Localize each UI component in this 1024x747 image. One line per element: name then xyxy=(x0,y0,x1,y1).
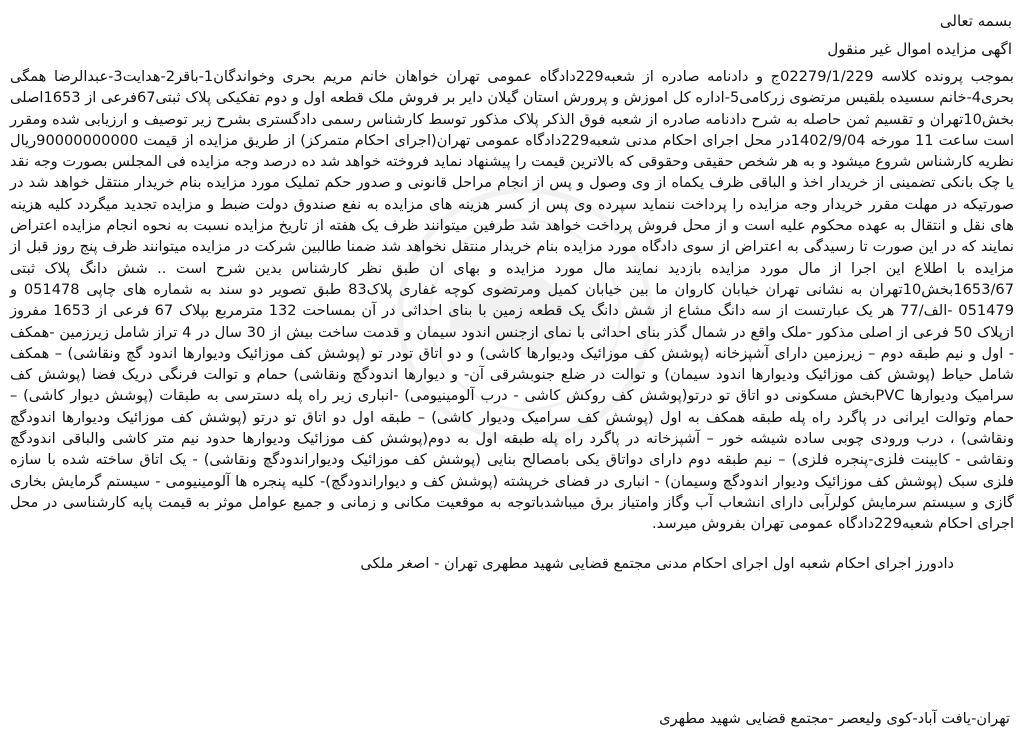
auction-notice xyxy=(10,8,1014,575)
notice-title: اگهی مزایده اموال غیر منقول xyxy=(827,40,1012,58)
notice-body: بموجب پرونده کلاسه 02279/1/229ج و دادنامه صادره از شعبه229دادگاه عمومی تهران خواهان خانم مریم بحری وخواندگان1-باقر2-هدایت3-عبدالرضا همگی بحری4-خانم سسیده بلقیس مرتضوی زرکامی5-اداره کل اموزش و پرورش استان گیلان دایر بر فروش ملک قطعه اول و دوم تفکیکی پلاک ثبتی67فرعی از 1653اصلی بخش10تهران و تقسیم ثمن حاصله به شرح دادنامه صادره از شعبه فوق الذکر پلاک مذکور توسط کارشناس رسمی دادگستری بشرح زیر توصیف و ارزیابی شده ومقرر است ساعت 11 مورخه 1402/9/04در محل اجرای احکام مدنی شعبه229دادگاه عمومی تهران(اجرای احکام متمرکز) از طریق مزایده از قیمت 90000000000ریال نظریه کارشناس شروع میشود و به هر شخص حقیقی وحقوقی که بالاترین قیمت را پیشنهاد نماید فروخته خواهد شد ده درصد وجه مزایده فی المجلس بصورت وجه نقد یا چک بانکی تضمینی از خریدار اخذ و الباقی ظرف یکماه از وی وصول و پس از انجام مراحل قانونی و صدور حکم تملیک مورد مزایده بنام خریدار منتقل خواهد شد در صورتیکه در مهلت مقرر خریدار وجه مزایده را پرداخت ننماید سپرده وی پس از کسر هزینه های مزایده به نفع صندوق دولت ضبط و مزایده تجدید میگردد کلیه هزینه های نقل و انتقال به عهده محکوم علیه است و از محل فروش پرداخت خواهد شد طرفین میتوانند ظرف یک هفته از تاریخ مزایده نسبت به نحوه انجام مزایده اعتراض نمایند که در این صورت تا رسیدگی به اعتراض از سوی دادگاه مورد مزایده بنام خریدار منتقل نخواهد شد ضمنا طالبین شرکت در مزایده میتوانند ظرف پنج روز قبل از مزایده با اطلاع این اجرا از مال مورد مزایده بازدید نمایند مال مورد مزایده و بهای ان طبق نظر کارشناس بدین شرح است .. شش دانگ پلاک ثبتی 1653/67بخش10تهران به نشانی تهران خیابان کاروان ما بین خیابان کمیل ومرتضوی کوچه غفاری پلاک83 طبق تصویر دو سند به شماره های چاپی 051478 و 051479 -الف/77 هر یک عبارتست از سه دانگ مشاع از شش دانگ یک قطعه زمین با بنای احداثی در آن بمساحت 132 مترمربع بپلاک 67 فرعی از 1653 مفروز ازپلاک 50 فرعی از اصلی مذکور -ملک واقع در شمال گذر بنای احداثی با نمای ازجنس اندود سیمان و قدمت ساخت بیش از 30 سال در 4 تراز شامل زیرزمین -همکف - اول و نیم طبقه دوم – زیرزمین دارای آشپزخانه (پوشش کف موزائیک ودیوارها کاشی) و دو اتاق تودر تو (پوشش کف موزائیک ودیوارها اندود گچ ونقاشی) – همکف شامل حیاط (پوشش کف موزائیک ودیوارها اندود سیمان) و توالت در ضلع جنوبشرقی آن- و دیوارها اندودگچ ونقاشی) حمام و توالت فرنگی دریک فضا (پوشش کف سرامیک ودیوارها PVCبخش مسکونی دو اتاق تو درتو(پوشش کف روکش کاشی - درب آلومینیومی) -انباری زیر راه پله دسترسی به طبقات (پوشش دیوار کاشی) – حمام وتوالت ایرانی در پاگرد راه پله طبقه همکف به اول (پوشش کف سرامیک ودیوار کاشی) – طبقه اول دو اتاق تو درتو (پوشش کف موزائیک ودیوارها اندودگچ ونقاشی) ، درب ورودی چوبی ساده شیشه خور – آشپزخانه در پاگرد راه پله طبقه اول به دوم(پوشش کف موزائیک ودیوارها حدود نیم متر کاشی والباقی اندودگچ ونقاشی - کابینت فلزی-پنجره فلزی) – نیم طبقه دوم دارای دواتاق یکی بامصالح بنایی (پوشش کف موزائیک ودیواراندودگچ ونقاشی) - یک اتاق ساخته شده با سازه فلزی سبک (پوشش کف موزائیک ودیوار اندودگچ وسیمان) - انباری در فضای خرپشته (پوشش کف و دیواراندودگچ)- کلیه پنجره ها آلومینیومی - سیستم گرمایش بخاری گازی و سیستم سرمایش کولرآبی دارای انشعاب آب وگاز وامتیاز برق میباشدباتوجه به موقعیت مکانی و زمانی و جمیع عوامل موثر به قیمت پایه کارشناسی در محل اجرای احکام شعبه229دادگاه عمومی تهران بفروش میرسد. xyxy=(10,68,1015,533)
court-address: تهران-یافت آباد-کوی ولیعصر -مجتمع قضایی شهید مطهری xyxy=(659,710,1010,727)
bismillah-heading: بسمه تعالی xyxy=(939,12,1012,30)
signature-line: دادورز اجرای احکام شعبه اول اجرای احکام مدنی مجتمع قضایی شهید مطهری تهران - اصغر ملکی xyxy=(360,554,954,572)
